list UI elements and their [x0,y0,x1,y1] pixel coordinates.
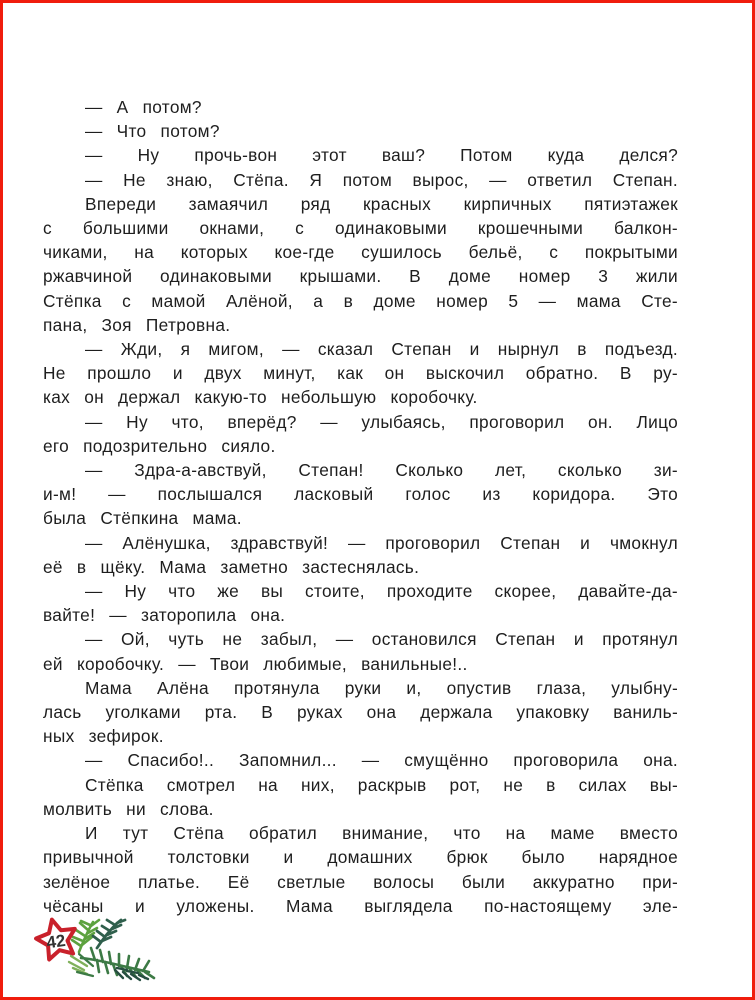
text-line: Не прошло и двух минут, как он выскочил обратно. В ру- [43,363,678,384]
text-line: — Что потом? [85,121,220,142]
text-line: — Ой, чуть не забыл, — остановился Степан и протянул [85,629,678,650]
text-line: чёсаны и уложены. Мама выглядела по-настоящему эле- [43,895,678,916]
text-line: с большими окнами, с одинаковыми крошечными балкон- [43,218,678,239]
text-line: — Ну что, вперёд? — улыбаясь, проговорил он. Лицо [85,411,678,432]
text-line: зелёное платье. Её светлые волосы были аккуратно при- [43,871,678,892]
text-line: вайте! — заторопила она. [43,605,286,626]
page-number-mark [33,912,163,992]
text-line: — Не знаю, Стёпа. Я потом вырос, — ответил Степан. [85,169,678,190]
text-line: его подозрительно сияло. [43,435,276,456]
text-line: ржавчиной одинаковыми крышами. В доме номер 3 жили [43,266,678,287]
text-line: Мама Алёна протянула руки и, опустив глаза, улыбну- [85,677,678,698]
text-line: ей коробочку. — Твои любимые, ванильные!.. [43,653,468,674]
story-text [43,95,678,918]
text-line: Стёпка с мамой Алёной, а в доме номер 5 — мама Сте- [43,290,678,311]
fir-needles-front-icon [67,946,117,982]
text-line: — Жди, я мигом, — сказал Степан и нырнул в подъезд. [85,339,678,360]
text-line: — А потом? [85,97,202,117]
text-line: — Ну прочь-вон этот ваш? Потом куда делся? [85,145,678,166]
text-line: лась уголками рта. В руках она держала упаковку ваниль- [43,702,678,723]
text-line: ках он держал какую-то небольшую коробочку. [43,387,478,408]
page-number: 42 [45,930,67,953]
text-line: пана, Зоя Петровна. [43,314,231,335]
text-line: — Здра-а-авствуй, Степан! Сколько лет, сколько зи- [85,460,678,481]
text-line: — Ну что же вы стоите, проходите скорее, давайте-да- [85,581,678,602]
text-line: её в щёку. Мама заметно застеснялась. [43,556,420,577]
text-line: молвить ни слова. [43,798,214,819]
text-line: ных зефирок. [43,726,164,747]
text-line: была Стёпкина мама. [43,508,242,529]
text-line: Впереди замаячил ряд красных кирпичных пятиэтажек [85,193,678,214]
text-line: привычной толстовки и домашних брюк было нарядное [43,847,678,868]
text-line: чиками, на которых кое-где сушилось бельё, с покрытыми [43,242,678,263]
text-line: Стёпка смотрел на них, раскрыв рот, не в силах вы- [85,774,678,795]
text-line: и-м! — послышался ласковый голос из коридора. Это [43,484,678,505]
text-line: — Алёнушка, здравствуй! — проговорил Степан и чмокнул [85,532,678,553]
text-line: И тут Стёпа обратил внимание, что на маме вместо [85,823,678,844]
text-line: — Спасибо!.. Запомнил... — смущённо проговорила она. [85,750,678,771]
